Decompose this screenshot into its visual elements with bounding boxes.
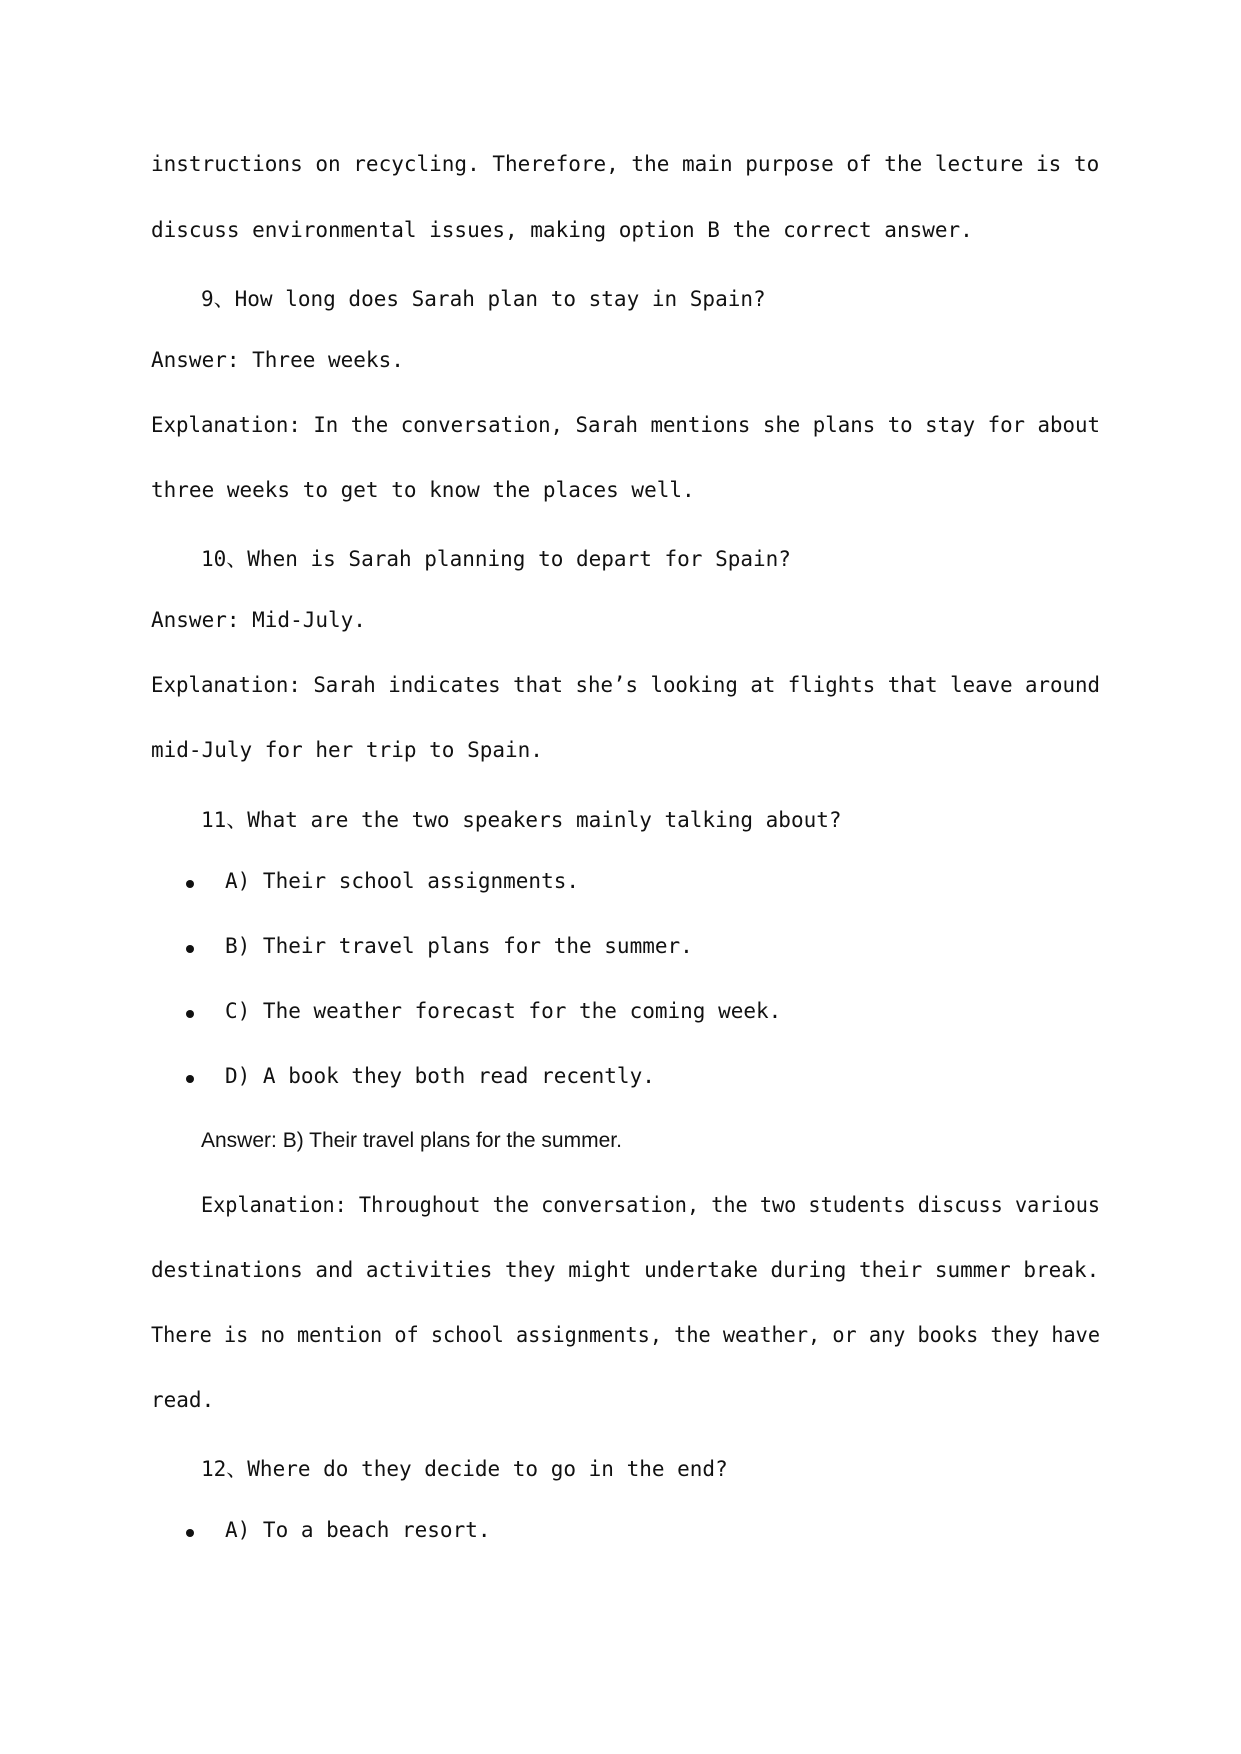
question-10: 10、When is Sarah planning to depart for Spain? [201, 547, 791, 571]
question-11: 11、What are the two speakers mainly talking about? [201, 808, 842, 832]
option-a-text: A) Their school assignments. [225, 869, 580, 893]
answer-11: Answer: B) Their travel plans for the summer. [201, 1129, 622, 1152]
explanation-11-line: Explanation: Throughout the conversation, the two students discuss various [201, 1193, 1101, 1217]
bullet-icon [186, 880, 194, 888]
explanation-11-line: There is no mention of school assignments, the weather, or any books they have [151, 1323, 1100, 1347]
paragraph-line: discuss environmental issues, making option B the correct answer. [151, 218, 973, 242]
explanation-11-line: destinations and activities they might undertake during their summer break. [151, 1258, 1100, 1282]
bullet-icon [186, 1075, 194, 1083]
option-d-text: D) A book they both read recently. [225, 1064, 655, 1088]
explanation-11-line: read. [151, 1388, 215, 1412]
answer-10: Answer: Mid-July. [151, 608, 366, 632]
bullet-icon [186, 945, 194, 953]
option-c-text: C) The weather forecast for the coming week. [225, 999, 782, 1023]
option-a-text: A) To a beach resort. [225, 1518, 491, 1542]
bullet-icon [186, 1010, 194, 1018]
explanation-9-line: Explanation: In the conversation, Sarah mentions she plans to stay for about [151, 413, 1100, 437]
question-12: 12、Where do they decide to go in the end? [201, 1457, 728, 1481]
bullet-icon [186, 1529, 194, 1537]
explanation-10-line: mid-July for her trip to Spain. [151, 738, 543, 762]
question-9: 9、How long does Sarah plan to stay in Spain? [201, 287, 766, 311]
answer-9: Answer: Three weeks. [151, 348, 404, 372]
paragraph-line: instructions on recycling. Therefore, the main purpose of the lecture is to [151, 152, 1100, 176]
explanation-9-line: three weeks to get to know the places well. [151, 478, 695, 502]
explanation-10-line: Explanation: Sarah indicates that she’s looking at flights that leave around [151, 673, 1100, 697]
option-b-text: B) Their travel plans for the summer. [225, 934, 693, 958]
